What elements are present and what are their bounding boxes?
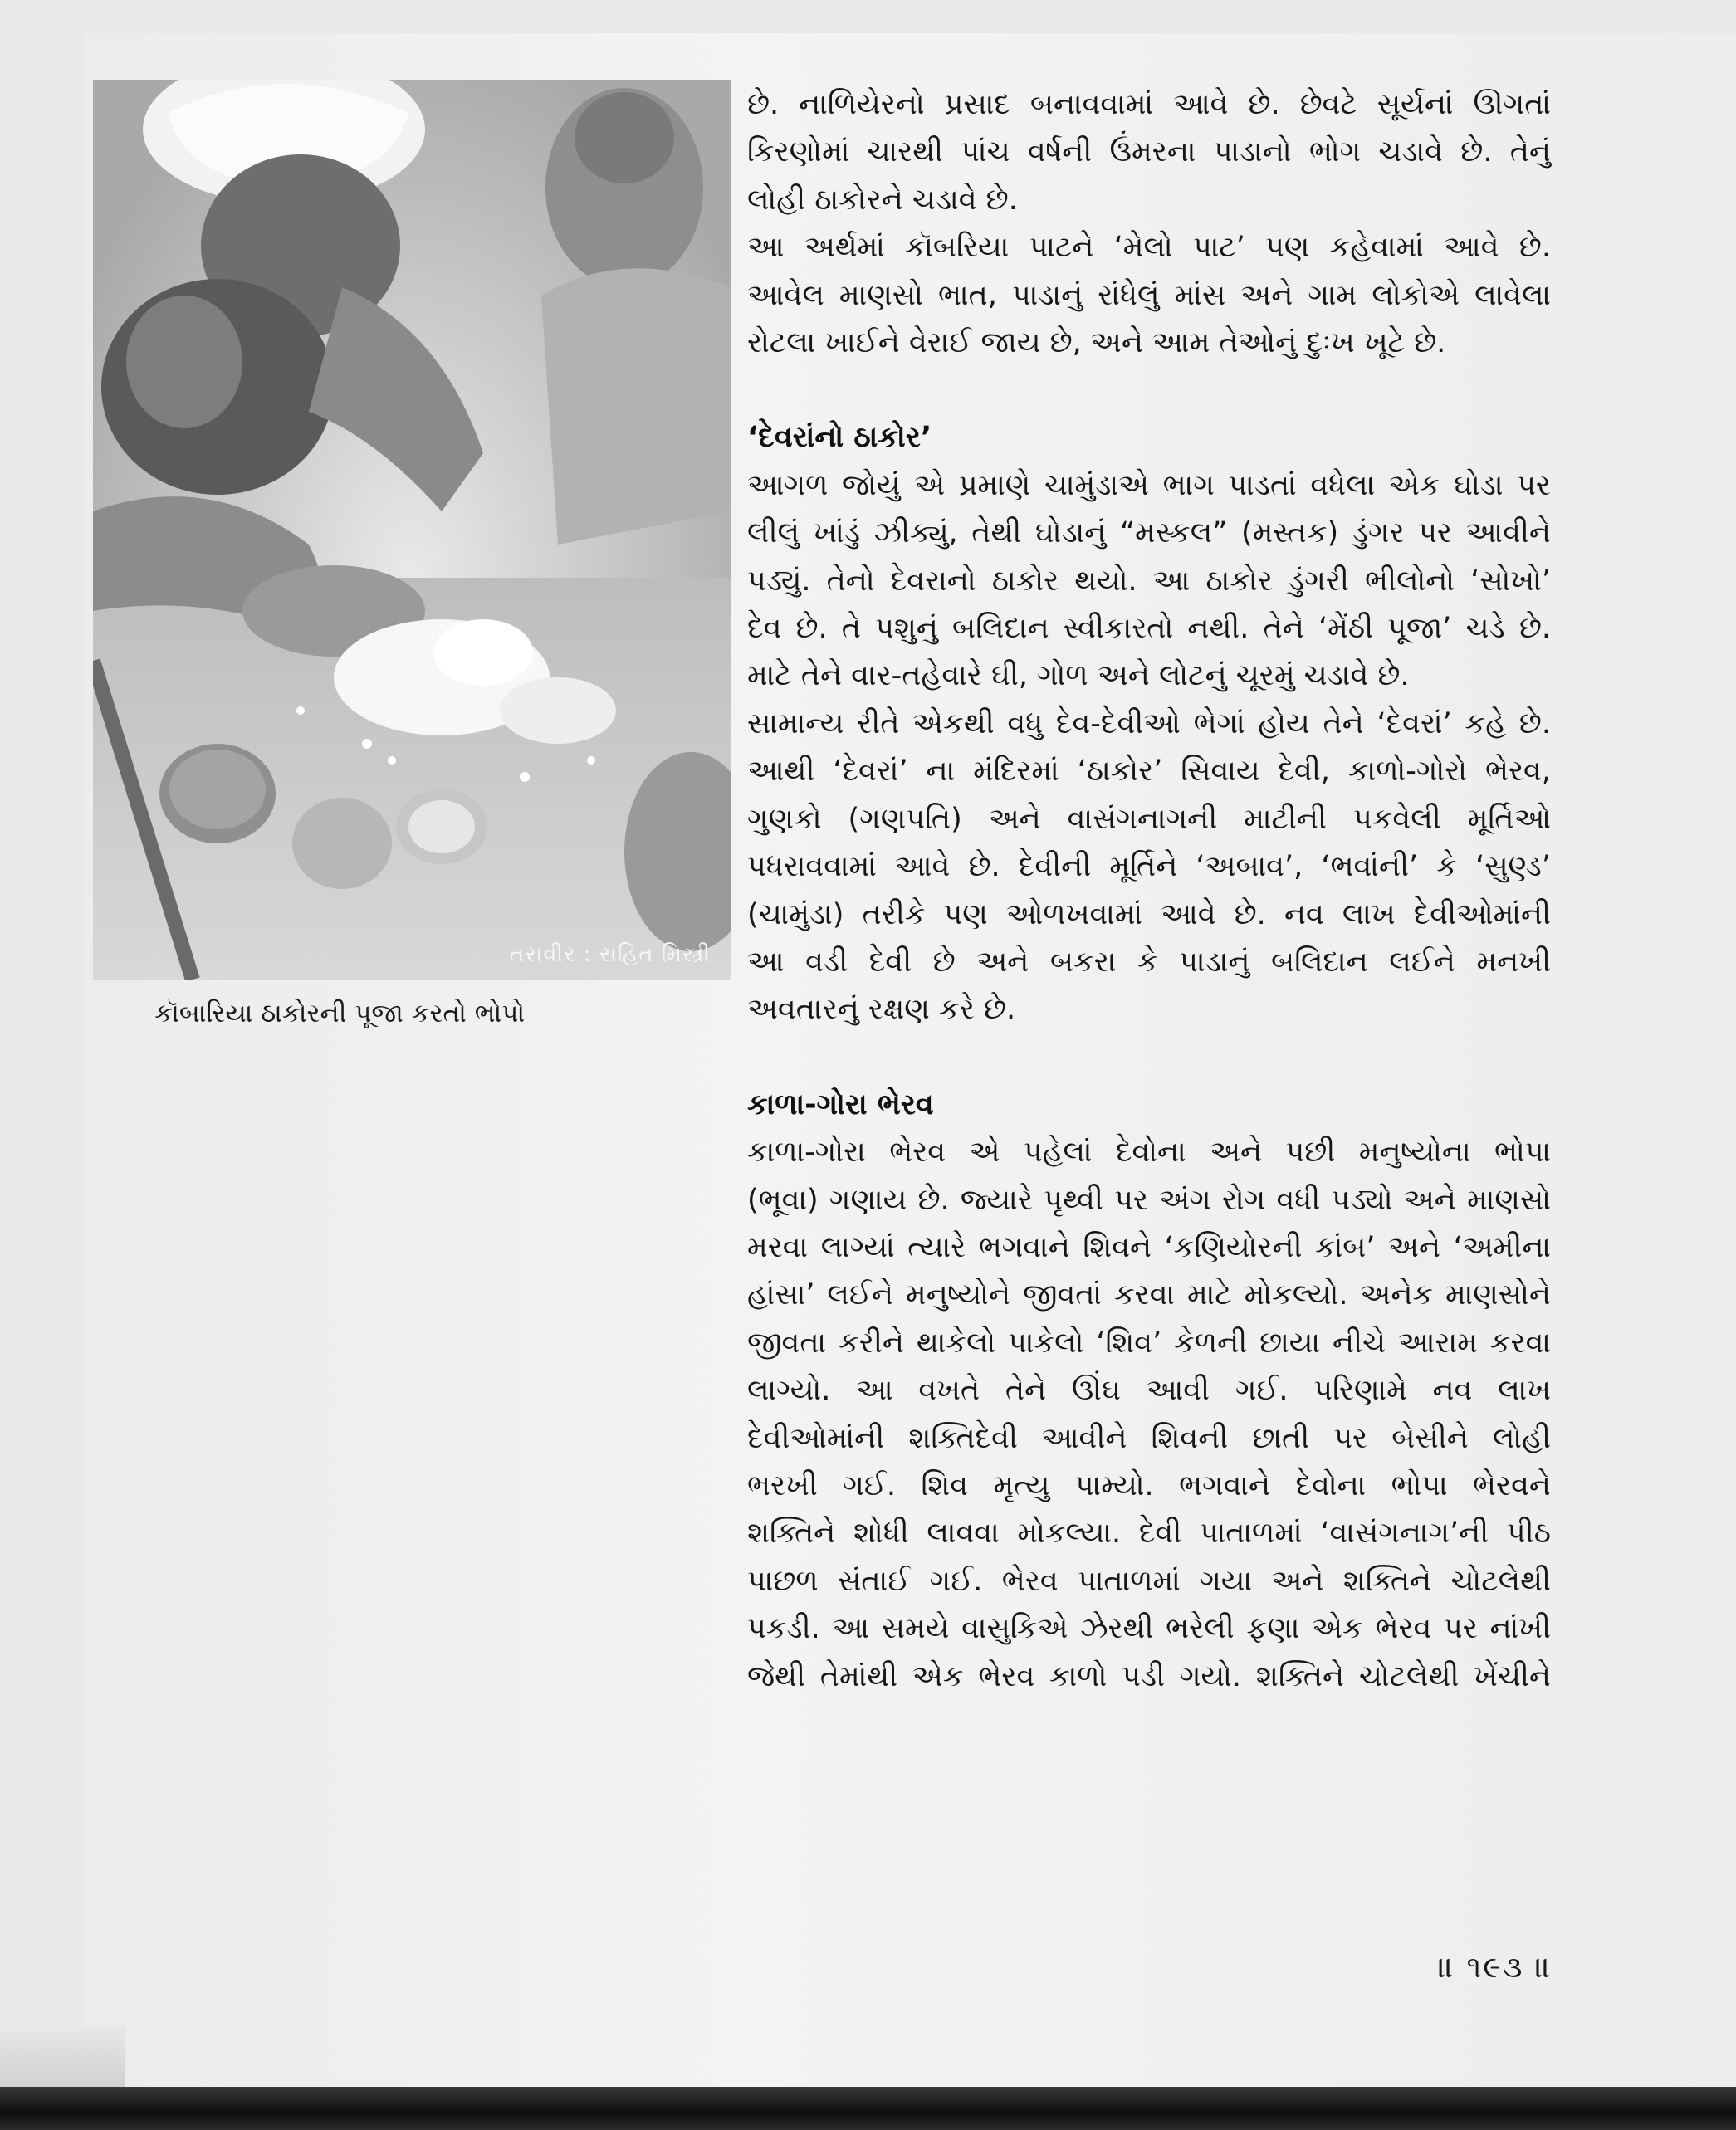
paragraph-gap (747, 367, 1551, 414)
text-line: આગળ જોયું એ પ્રમાણે ચામુંડાએ ભાગ પાડતાં વધેલા એક ઘોડા પર (747, 468, 1551, 502)
paragraph-gap (747, 1034, 1551, 1082)
ritual-photo (93, 80, 731, 980)
main-text-column (747, 81, 1551, 1701)
section-heading-devranno-thakor: ‘દેવરાંનો ઠાકોર’ (747, 421, 932, 455)
text-line: ભરખી ગઈ. શિવ મૃત્યુ પામ્યો. ભગવાને દેવોના ભોપા ભેરવને (747, 1468, 1551, 1502)
text-line: પકડી. આ સમયે વાસુકિએ ઝેરથી ભરેલી ફણા એક ભેરવ પર નાંખી (747, 1612, 1551, 1646)
text-line: આ અર્થમાં કૉબરિયા પાટને ‘મેલો પાટ’ પણ કહેવામાં આવે છે. (747, 231, 1551, 265)
text-line: (ચામુંડા) તરીકે પણ ઓળખવામાં આવે છે. નવ લાખ દેવીઓમાંની (747, 897, 1551, 931)
text-line: દેવીઓમાંની શક્તિદેવી આવીને શિવની છાતી પર બેસીને લોહી (747, 1421, 1551, 1455)
text-line: આ વડી દેવી છે અને બકરા કે પાડાનું બલિદાન લઈને મનખી (747, 945, 1551, 979)
text-line: દેવ છે. તે પશુનું બલિદાન સ્વીકારતો નથી. તેને ‘મેંઠી પૂજા’ ચડે છે. (747, 612, 1551, 646)
page-number: ॥ ૧૯૩ ॥ (1438, 1951, 1553, 1985)
page-edge-shadow (0, 2025, 125, 2092)
text-line: રોટલા ખાઈને વેરાઈ જાય છે, અને આમ તેઓનું દુઃખ ખૂટે છે. (747, 326, 1446, 360)
section-heading-kala-gora-bherav: કાળા-ગોરા ભેરવ (747, 1087, 934, 1121)
text-line: આવેલ માણસો ભાત, પાડાનું રાંધેલું માંસ અને ગામ લોકોએ લાવેલા (747, 278, 1551, 312)
scan-bottom-edge (0, 2087, 1736, 2130)
text-line: આથી ‘દેવરાં’ ના મંદિરમાં ‘ઠાકોર’ સિવાય દેવી, કાળો-ગોરો ભેરવ, (747, 755, 1551, 789)
text-line: લાગ્યો. આ વખતે તેને ઊંઘ આવી ગઈ. પરિણામે નવ લાખ (747, 1374, 1551, 1408)
text-line: જીવતા કરીને થાકેલો પાકેલો ‘શિવ’ કેળની છાયા નીચે આરામ કરવા (747, 1326, 1551, 1360)
text-line: માટે તેને વાર-તહેવારે ઘી, ગોળ અને લોટનું ચૂરમું ચડાવે છે. (747, 659, 1410, 693)
text-line: લીલું ખાંડું ઝીક્યું, તેથી ઘોડાનું “મસ્કલ” (મસ્તક) ડુંગર પર આવીને (747, 516, 1551, 550)
photo-caption: કૉબારિયા ઠાકોરની પૂજા કરતો ભોપો (154, 999, 526, 1028)
text-line: લોહી ઠાકોરને ચડાવે છે. (747, 183, 1018, 217)
photo-credit: તસવીર : સહિત મિસ્ત્રી (510, 942, 711, 967)
text-line: ગુણકો (ગણપતિ) અને વાસંગનાગની માટીની પકવેલી મૂર્તિઓ (747, 802, 1551, 836)
text-line: મરવા લાગ્યાં ત્યારે ભગવાને શિવને ‘કણિયોરની કાંબ’ અને ‘અમીના (747, 1230, 1551, 1264)
text-line: પડ્યું. તેનો દેવરાનો ઠાકોર થયો. આ ઠાકોર ડુંગરી ભીલોનો ‘સોખો’ (747, 564, 1551, 598)
text-line: પાછળ સંતાઈ ગઈ. ભેરવ પાતાળમાં ગયા અને શક્તિને ચોટલેથી (747, 1564, 1551, 1598)
text-line: (ભૂવા) ગણાય છે. જ્યારે પૃથ્વી પર અંગ રોગ વધી પડ્યો અને માણસો (747, 1183, 1551, 1217)
text-line: કાળા-ગોરા ભેરવ એ પહેલાં દેવોના અને પછી મનુષ્યોના ભોપા (747, 1136, 1551, 1170)
text-line: કિરણોમાં ચારથી પાંચ વર્ષની ઉંમરના પાડાનો ભોગ ચડાવે છે. તેનું (747, 135, 1551, 169)
text-line: છે. નાળિયેરનો પ્રસાદ બનાવવામાં આવે છે. છેવટે સૂર્યનાં ઊગતાં (747, 88, 1551, 121)
text-line: અવતારનું રક્ષણ કરે છે. (747, 993, 1016, 1027)
text-line: જેથી તેમાંથી એક ભેરવ કાળો પડી ગયો. શક્તિને ચોટલેથી ખેંચીને (747, 1659, 1551, 1693)
text-line: સામાન્ય રીતે એકથી વધુ દેવ-દેવીઓ ભેગાં હોય તેને ‘દેવરાં’ કહે છે. (747, 706, 1551, 740)
text-line: શક્તિને શોધી લાવવા મોકલ્યા. દેવી પાતાળમાં ‘વાસંગનાગ’ની પીઠ (747, 1517, 1551, 1551)
text-line: પધરાવવામાં આવે છે. દેવીની મૂર્તિને ‘અબાવ’, ‘ભવાંની’ કે ‘સુણ્ડ’ (747, 850, 1551, 884)
text-line: હાંસા’ લઈને મનુષ્યોને જીવતાં કરવા માટે મોકલ્યો. અનેક માણસોને (747, 1278, 1551, 1312)
